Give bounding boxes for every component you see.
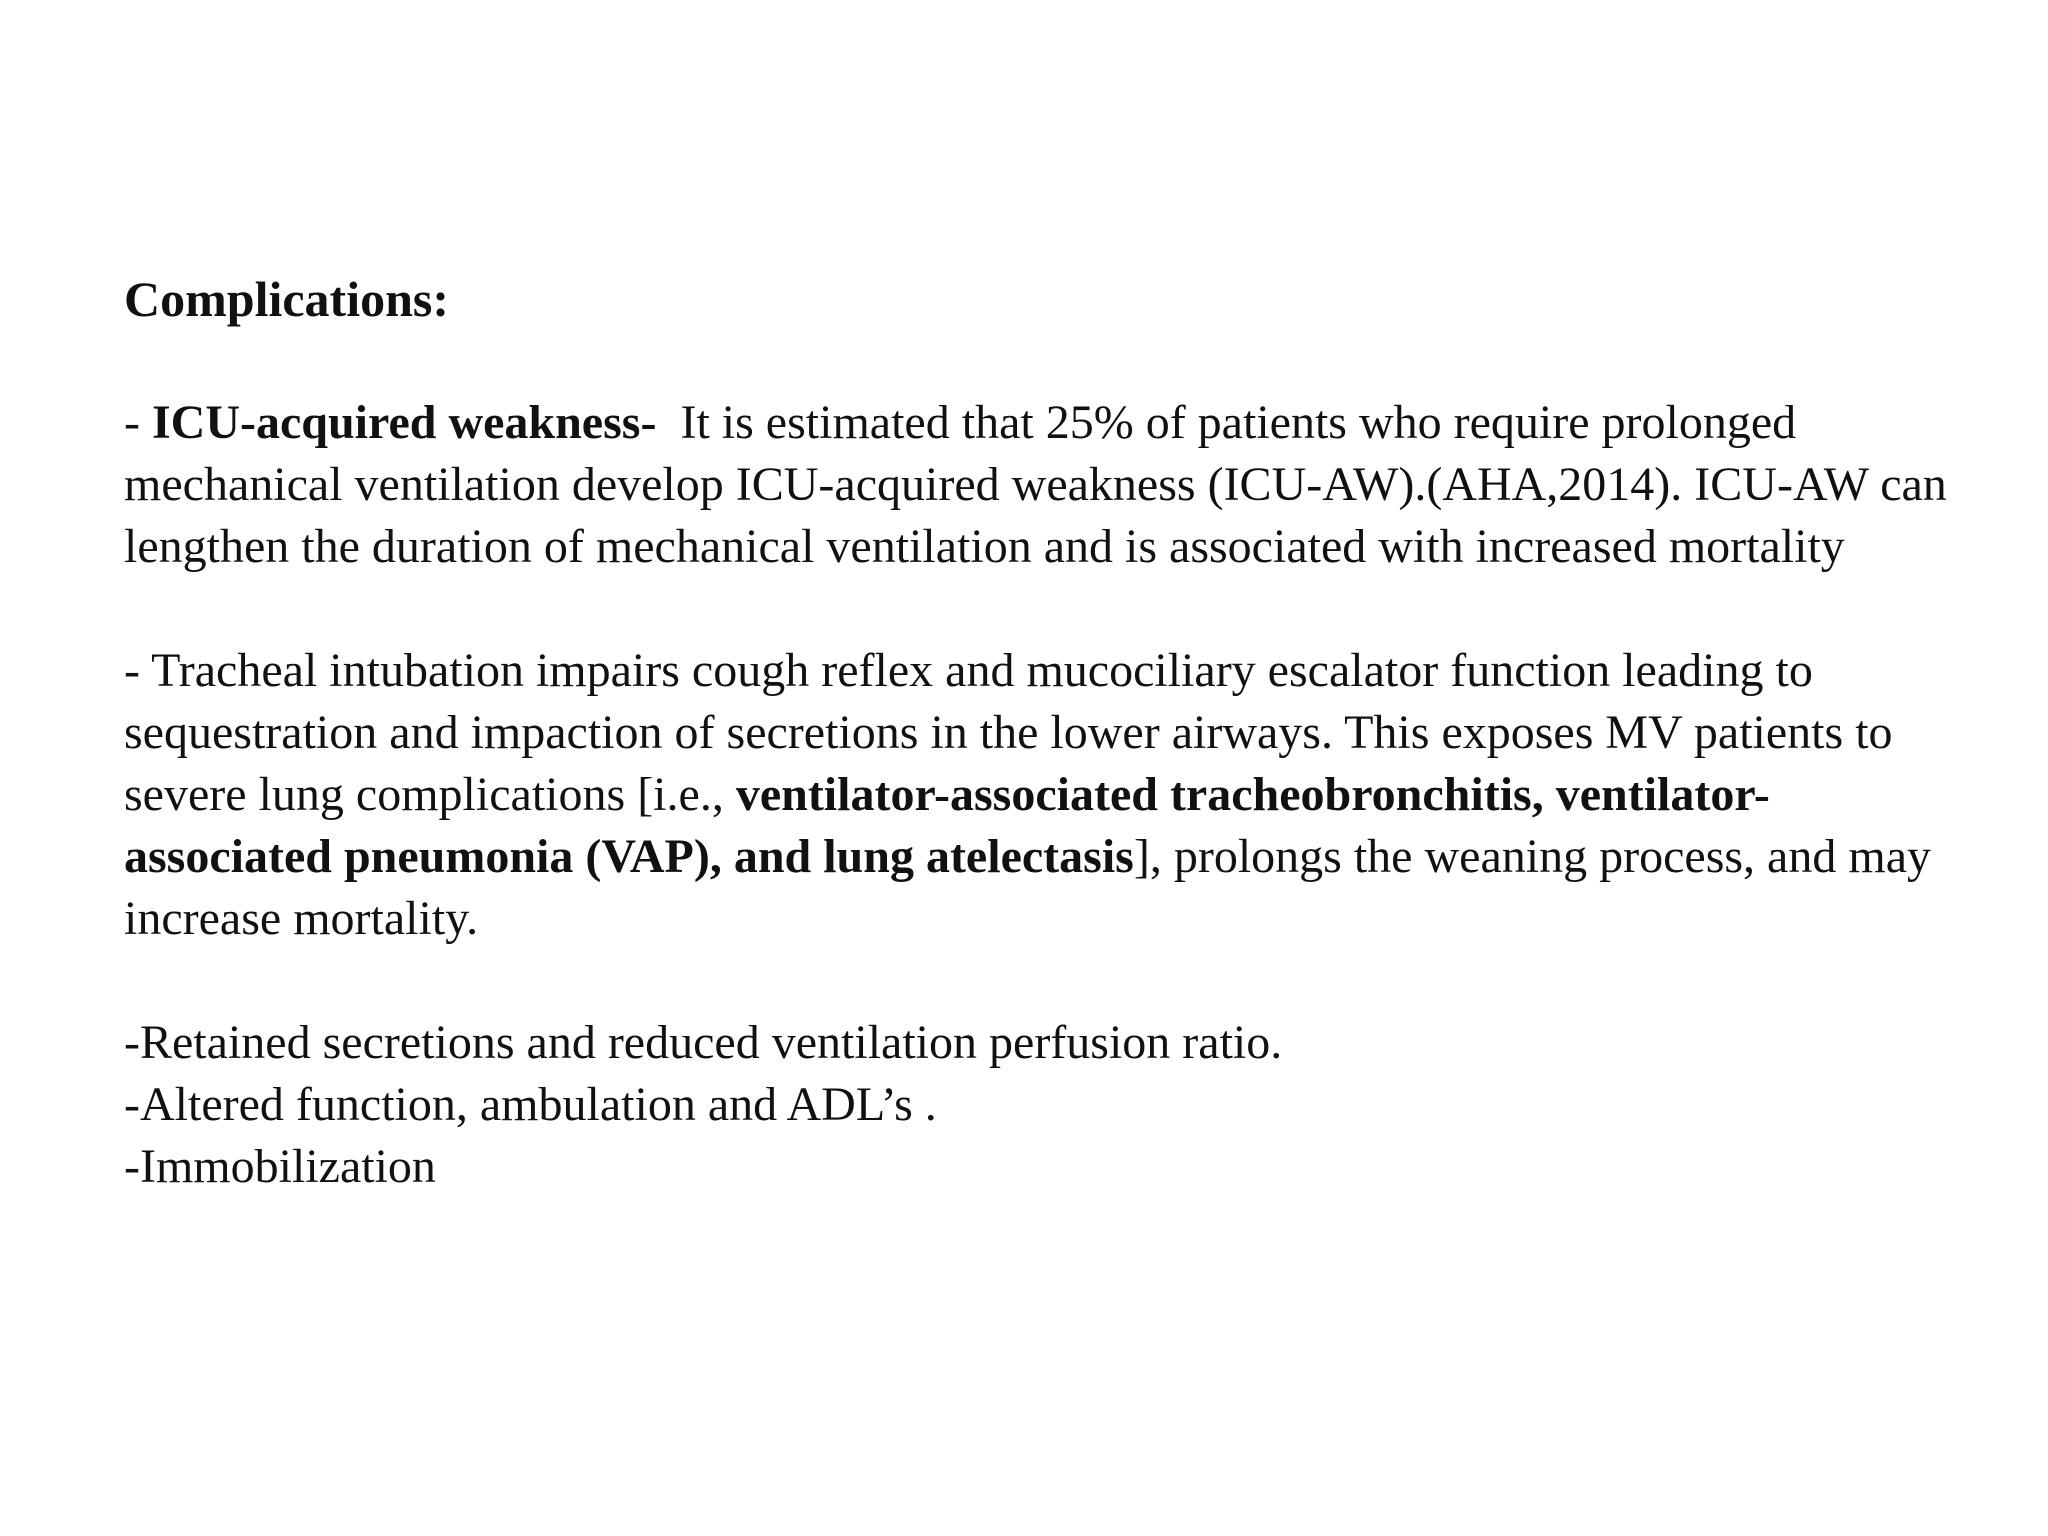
complication-list xyxy=(124,1012,2004,1198)
intubation-text-after: ], prolongs the weaning process, and may increase mortality. xyxy=(124,830,1931,945)
intubation-text-before: - Tracheal intubation impairs cough reflex and mucociliary escalator function leading to sequestration and impaction of secretions in the lower airways. This exposes MV patients to severe lung complications [i.e., xyxy=(124,644,1893,821)
list-item: -Immobilization xyxy=(124,1140,436,1193)
icu-weakness-prefix: - xyxy=(124,396,152,449)
slide-heading: Complications: xyxy=(124,271,449,327)
slide-content xyxy=(124,268,2004,1198)
icu-weakness-body: It is estimated that 25% of patients who require prolonged mechanical ventilation develop ICU-acquired weakness (ICU-AW).(AHA,2014). ICU-AW can lengthen the duration of mechanical ventilation and is associated with increased mortality xyxy=(124,396,1959,573)
intubation-complications-bold: ventilator-associated tracheobronchitis, ventilator-associated pneumonia (VAP), and lung atelectasis xyxy=(124,768,1770,883)
icu-weakness-term: ICU-acquired weakness- xyxy=(151,396,657,449)
intubation-paragraph xyxy=(124,640,1964,950)
icu-weakness-paragraph xyxy=(124,392,1964,578)
list-item: -Altered function, ambulation and ADL’s . xyxy=(124,1078,937,1131)
list-item: -Retained secretions and reduced ventilation perfusion ratio. xyxy=(124,1016,1283,1069)
